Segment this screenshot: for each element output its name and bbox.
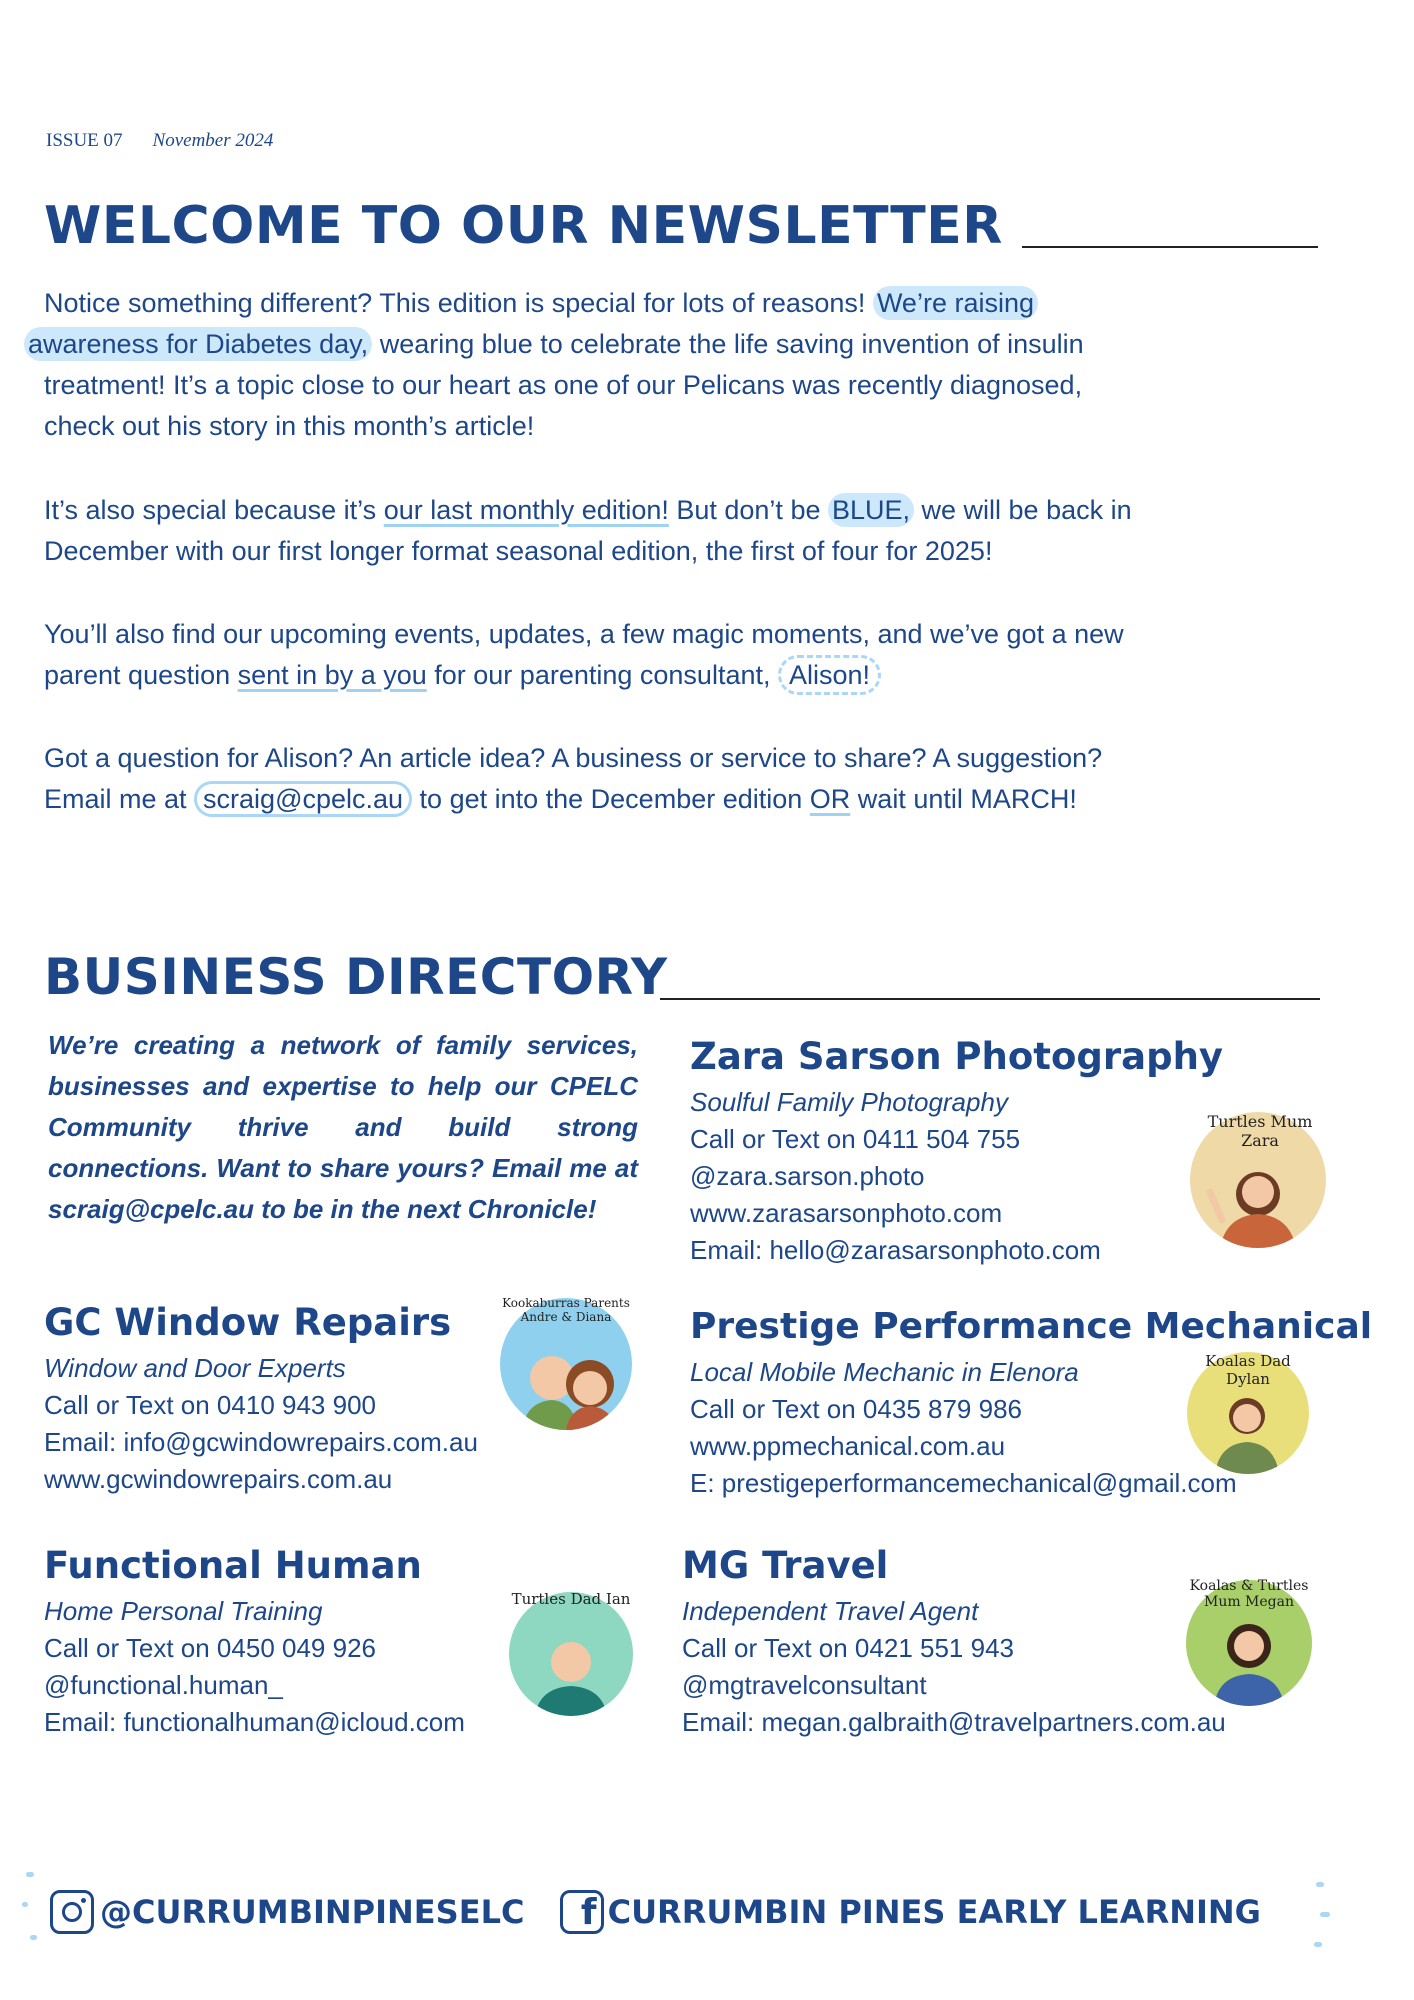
welcome-paragraph-1: Notice something different? This edition is special for lots of reasons! We’re raising awareness for Diabetes day, wearing blue to celebrate the life saving invention of insulin treatment! It’s a topic close to our heart as one of our Pelicans was recently diagnosed, check out his story in this month’s article! (44, 283, 1344, 447)
business-tagline: Soulful Family Photography (690, 1087, 1008, 1117)
business-name: Prestige Performance Mechanical (690, 1306, 1373, 1347)
directory-intro: We’re creating a network of family services, businesses and expertise to help our CPELC Community thrive and build strong connections. Want to share yours? Email me at scraig@cpelc.au to be in the next Chronicle! (48, 1030, 638, 1224)
business-name: Functional Human (44, 1544, 422, 1587)
business-email[interactable]: Email: hello@zarasarsonphoto.com (690, 1235, 1101, 1265)
decor-dash (1320, 1912, 1330, 1917)
business-tagline: Independent Travel Agent (682, 1596, 979, 1626)
business-name: GC Window Repairs (44, 1301, 452, 1344)
badge-dylan: Koalas Dad Dylan (1205, 1352, 1291, 1388)
directory-title-rule (660, 998, 1320, 1000)
business-card (682, 1541, 1226, 1741)
welcome-title-rule (1022, 246, 1318, 248)
business-email[interactable]: Email: functionalhuman@icloud.com (44, 1707, 465, 1737)
business-website[interactable]: www.zarasarsonphoto.com (690, 1198, 1003, 1228)
email-link[interactable]: scraig@cpelc.au (194, 781, 412, 817)
decor-dash (1316, 1882, 1324, 1887)
facebook-icon[interactable]: f (560, 1890, 604, 1934)
business-tagline: Window and Door Experts (44, 1353, 346, 1383)
issue-date: November 2024 (152, 130, 274, 151)
issue-number: ISSUE 07 (46, 130, 123, 151)
badge-megan: Koalas & Turtles Mum Megan (1189, 1578, 1309, 1610)
business-email[interactable]: Email: info@gcwindowrepairs.com.au (44, 1427, 478, 1457)
highlight-diabetes-day: awareness for Diabetes day, (24, 327, 372, 361)
business-name: MG Travel (682, 1544, 889, 1587)
business-social[interactable]: @mgtravelconsultant (682, 1670, 927, 1700)
business-phone: Call or Text on 0435 879 986 (690, 1394, 1022, 1424)
business-card (44, 1541, 465, 1741)
business-email[interactable]: E: prestigeperformancemechanical@gmail.com (690, 1468, 1237, 1498)
welcome-title: WELCOME TO OUR NEWSLETTER (44, 196, 1003, 256)
badge-ian: Turtles Dad Ian (511, 1590, 631, 1608)
highlight-raising: We’re raising (873, 286, 1038, 320)
decor-dash (1314, 1942, 1322, 1947)
business-website[interactable]: www.gcwindowrepairs.com.au (44, 1464, 393, 1494)
underline-sent-in: sent in by a you (237, 660, 427, 690)
cloud-alison: Alison! (778, 655, 881, 695)
decor-dash (26, 1872, 34, 1877)
welcome-paragraph-3: You’ll also find our upcoming events, updates, a few magic moments, and we’ve got a new parent question sent in by a you for our parenting consultant, Alison! (44, 614, 1344, 696)
decor-dash (30, 1935, 37, 1940)
highlight-blue: BLUE, (828, 493, 914, 527)
badge-zara: Turtles Mum Zara (1207, 1112, 1313, 1150)
business-phone: Call or Text on 0410 943 900 (44, 1390, 376, 1420)
business-social[interactable]: @functional.human_ (44, 1670, 283, 1700)
instagram-handle[interactable]: @CURRUMBINPINESELC (100, 1893, 525, 1931)
business-tagline: Home Personal Training (44, 1596, 323, 1626)
business-tagline: Local Mobile Mechanic in Elenora (690, 1357, 1079, 1387)
directory-title: BUSINESS DIRECTORY (44, 948, 668, 1006)
business-phone: Call or Text on 0421 551 943 (682, 1633, 1014, 1663)
footer-social (50, 1890, 1261, 1934)
business-phone: Call or Text on 0450 049 926 (44, 1633, 376, 1663)
business-website[interactable]: www.ppmechanical.com.au (690, 1431, 1006, 1461)
welcome-paragraph-4: Got a question for Alison? An article idea? A business or service to share? A suggestion? Email me at scraig@cpelc.au to get into the December edition OR wait until MARCH! (44, 738, 1344, 820)
business-phone: Call or Text on 0411 504 755 (690, 1124, 1021, 1154)
business-email[interactable]: Email: megan.galbraith@travelpartners.com.au (682, 1707, 1226, 1737)
instagram-icon[interactable] (50, 1890, 94, 1934)
business-card (44, 1298, 478, 1498)
underline-or: OR (809, 784, 851, 814)
business-card (690, 1032, 1223, 1269)
business-social[interactable]: @zara.sarson.photo (690, 1161, 925, 1191)
issue-line (46, 130, 273, 152)
avatar-ian (509, 1592, 633, 1716)
badge-andre-diana: Kookaburras Parents Andre & Diana (502, 1296, 630, 1324)
underline-last-edition: our last monthly edition! (383, 495, 669, 525)
facebook-page[interactable]: CURRUMBIN PINES EARLY LEARNING (607, 1893, 1261, 1931)
business-name: Zara Sarson Photography (690, 1035, 1224, 1078)
decor-dash (22, 1902, 28, 1907)
welcome-paragraph-2: It’s also special because it’s our last monthly edition! But don’t be BLUE, we will be back in December with our first longer format seasonal edition, the first of four for 2025! (44, 495, 1132, 566)
